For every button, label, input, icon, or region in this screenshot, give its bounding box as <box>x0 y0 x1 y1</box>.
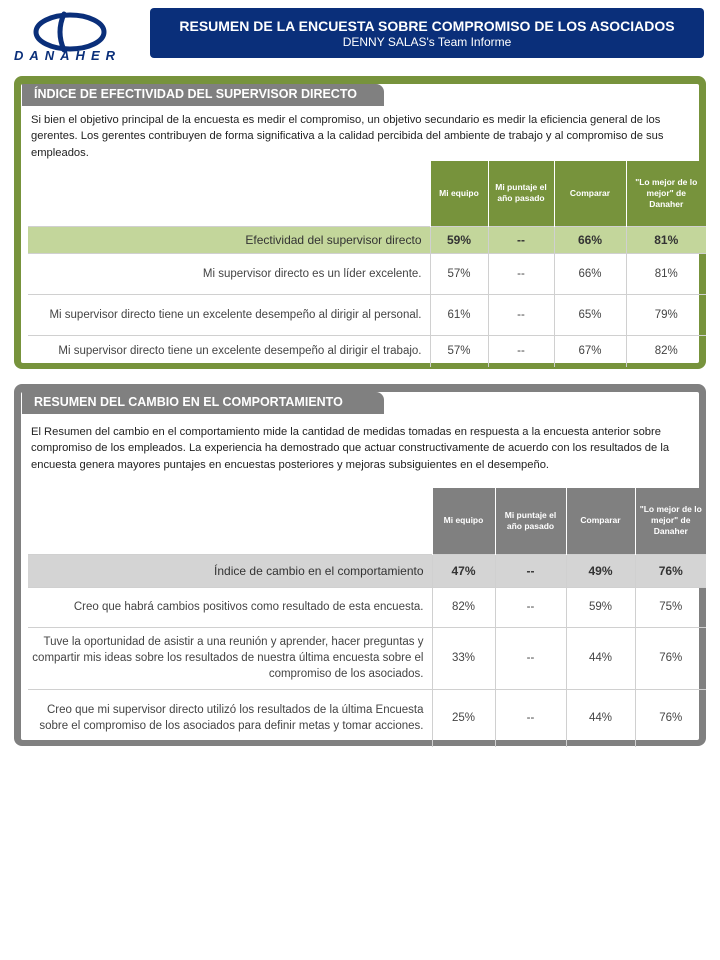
section-intro: El Resumen del cambio en el comportamiento mide la cantidad de medidas tomadas en respuesta a la encuesta anterior sobre compromiso de los empleados. La experiencia ha demostrado que actuar constructivamente de acuerdo con los resultados de la encuesta genera mayores puntajes en encuestas posteriores y mejoras subsiguientes en el desempeño. <box>31 426 670 471</box>
table-row <box>28 294 706 335</box>
cell-value: 44% <box>566 689 635 747</box>
row-label: Efectividad del supervisor directo <box>28 226 430 253</box>
column-header: Mi puntaje el año pasado <box>488 161 554 226</box>
cell-value: 66% <box>554 253 626 294</box>
row-label: Mi supervisor directo tiene un excelente desempeño al dirigir el trabajo. <box>28 335 430 367</box>
cell-value: -- <box>495 627 566 689</box>
cell-value: 79% <box>626 294 706 335</box>
table-row <box>28 627 706 689</box>
table-header-row <box>28 488 706 554</box>
row-label: Tuve la oportunidad de asistir a una reunión y aprender, hacer preguntas y compartir mis ideas sobre los resultados de nuestra última encuesta sobre el compromiso de los asociados. <box>28 627 432 689</box>
cell-value: 81% <box>626 253 706 294</box>
supervisor-effectiveness-section <box>14 76 706 369</box>
row-label: Índice de cambio en el comportamiento <box>28 554 432 587</box>
report-title-banner <box>150 8 704 58</box>
cell-value: 76% <box>635 627 706 689</box>
cell-value: 76% <box>635 554 706 587</box>
cell-value: 66% <box>554 226 626 253</box>
cell-value: 57% <box>430 335 488 367</box>
cell-value: 44% <box>566 627 635 689</box>
table-row <box>28 253 706 294</box>
logo-wordmark: DANAHER <box>14 48 121 63</box>
report-title: RESUMEN DE LA ENCUESTA SOBRE COMPROMISO DE LOS ASOCIADOS <box>179 18 675 34</box>
table-row <box>28 587 706 627</box>
behavior-change-table <box>28 488 706 747</box>
cell-value: 76% <box>635 689 706 747</box>
column-header: "Lo mejor de lo mejor" de Danaher <box>626 161 706 226</box>
supervisor-effectiveness-table <box>28 161 706 367</box>
table-row <box>28 689 706 747</box>
cell-value: 82% <box>626 335 706 367</box>
section-title: RESUMEN DEL CAMBIO EN EL COMPORTAMIENTO <box>22 392 384 414</box>
cell-value: -- <box>495 554 566 587</box>
report-subtitle: DENNY SALAS's Team Informe <box>342 35 512 49</box>
section-panel <box>21 392 702 740</box>
cell-value: -- <box>488 253 554 294</box>
cell-value: 67% <box>554 335 626 367</box>
cell-value: 59% <box>566 587 635 627</box>
row-label: Creo que habrá cambios positivos como resultado de esta encuesta. <box>28 587 432 627</box>
table-row <box>28 554 706 587</box>
column-header: Comparar <box>554 161 626 226</box>
cell-value: -- <box>495 587 566 627</box>
cell-value: 82% <box>432 587 495 627</box>
cell-value: 47% <box>432 554 495 587</box>
cell-value: -- <box>488 294 554 335</box>
section-intro: Si bien el objetivo principal de la encuesta es medir el compromiso, un objetivo secundario es medir la eficiencia general de los gerentes. Los gerentes contribuyen de forma significativa a la calidad percibida del ambiente de trabajo y al compromiso de sus empleados. <box>31 114 664 159</box>
behavior-change-section <box>14 384 706 746</box>
table-row <box>28 335 706 367</box>
section-panel <box>21 84 699 363</box>
row-label: Mi supervisor directo tiene un excelente desempeño al dirigir al personal. <box>28 294 430 335</box>
cell-value: 25% <box>432 689 495 747</box>
cell-value: 61% <box>430 294 488 335</box>
cell-value: 33% <box>432 627 495 689</box>
cell-value: -- <box>495 689 566 747</box>
column-header: Mi equipo <box>430 161 488 226</box>
cell-value: 75% <box>635 587 706 627</box>
column-header: Mi puntaje el año pasado <box>495 488 566 554</box>
column-header: "Lo mejor de lo mejor" de Danaher <box>635 488 706 554</box>
section-title: ÍNDICE DE EFECTIVIDAD DEL SUPERVISOR DIRECTO <box>22 84 384 106</box>
row-label: Mi supervisor directo es un líder excelente. <box>28 253 430 294</box>
cell-value: 57% <box>430 253 488 294</box>
table-header-row <box>28 161 706 226</box>
table-row <box>28 226 706 253</box>
cell-value: 81% <box>626 226 706 253</box>
cell-value: 65% <box>554 294 626 335</box>
column-header: Comparar <box>566 488 635 554</box>
row-label: Creo que mi supervisor directo utilizó los resultados de la última Encuesta sobre el compromiso de los asociados para definir metas y tomar acciones. <box>28 689 432 747</box>
cell-value: -- <box>488 335 554 367</box>
cell-value: -- <box>488 226 554 253</box>
cell-value: 49% <box>566 554 635 587</box>
column-header: Mi equipo <box>432 488 495 554</box>
cell-value: 59% <box>430 226 488 253</box>
